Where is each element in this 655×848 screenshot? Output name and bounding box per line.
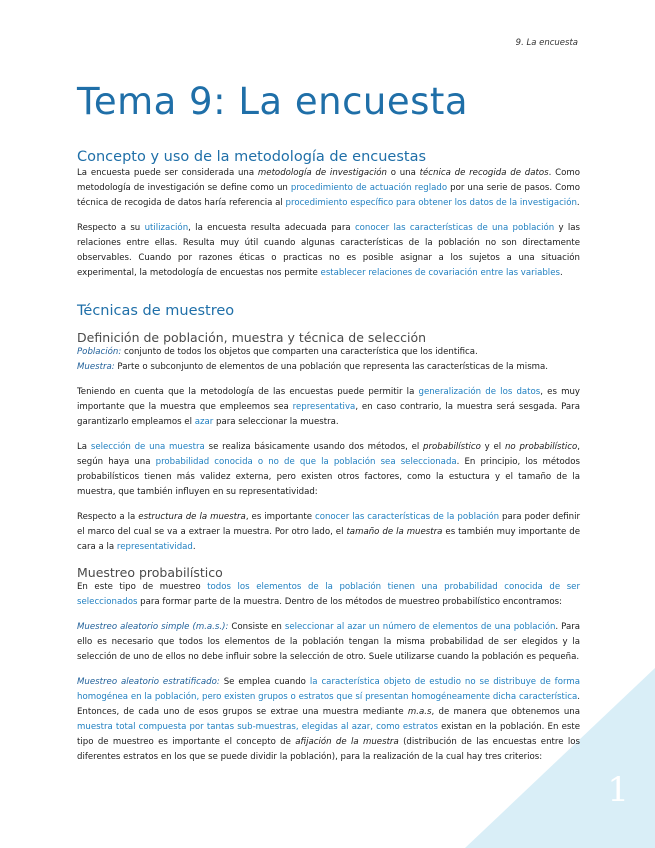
document-title: Tema 9: La encuesta: [77, 80, 469, 123]
paragraph-definition: La encuesta puede ser considerada una metodología de investigación o una técnica de recogida de datos. Como metodología de investigación se define como un procedimiento de actuación reglado por una serie de pasos. Como técnica de recogida de datos haría referencia al procedimiento específico para obtener los datos de la investigación.: [77, 168, 580, 208]
paragraph-representatividad: Teniendo en cuenta que la metodología de las encuestas puede permitir la generalización de los datos, es muy importante que la muestra que empleemos sea representativa, en caso contrario, la muestra será sesgada. Para garantizarlo empleamos el azar para seleccionar la muestra.: [77, 387, 580, 427]
document-body: [77, 80, 580, 765]
paragraph-seleccion: La selección de una muestra se realiza básicamente usando dos métodos, el probabilístico y el no probabilístico, según haya una probabilidad conocida o no de que la población sea seleccionada. En principio, los métodos probabilísticos tienen más validez externa, pero existen otros factores, como la estuctura y el tamaño de la muestra, que también influyen en su representatividad:: [77, 442, 580, 497]
paragraph-utilization: Respecto a su utilización, la encuesta resulta adecuada para conocer las características de una población y las relaciones entre ellas. Resulta muy útil cuando algunas características de la población no son directamente observables. Cuando por razones éticas o practicas no es posible asignar a los sujetos a una situación experimental, la metodología de encuestas nos permite establecer relaciones de covariación entre las variables.: [77, 223, 580, 278]
subheading-definicion: Definición de población, muestra y técnica de selección: [77, 330, 427, 345]
subheading-probabilistico: Muestreo probabilístico: [77, 565, 223, 580]
paragraph-muestra: Muestra: Parte o subconjunto de elementos de una población que representa las características de la misma.: [77, 362, 549, 372]
paragraph-estratificado: Muestreo aleatorio estratificado: Se emplea cuando la característica objeto de estudio no se distribuye de forma homogénea en la población, pero existen grupos o estratos que sí presentan homogéneamente dicha característica. Entonces, de cada uno de esos grupos se extrae una muestra mediante m.a.s, de manera que obtenemos una muestra total compuesta por tantas sub-muestras, elegidas al azar, como estratos existan en la población. En este tipo de muestreo es importante el concepto de afijación de la muestra (distribución de las encuestas entre los diferentes estratos en los que se puede dividir la población), para la realización de la cual hay tres criterios:: [77, 677, 580, 762]
running-header: 9. La encuesta: [515, 38, 578, 48]
section-heading-concepto: Concepto y uso de la metodología de encuestas: [77, 149, 427, 165]
page-number: 1: [607, 770, 629, 810]
paragraph-probabilistico: En este tipo de muestreo todos los elementos de la población tienen una probabilidad conocida de ser seleccionados para formar parte de la muestra. Dentro de los métodos de muestreo probabilístico encontramos:: [77, 582, 580, 607]
paragraph-poblacion: Población: conjunto de todos los objetos que comparten una característica que los identifica.: [77, 347, 478, 357]
paragraph-mas: Muestreo aleatorio simple (m.a.s.): Consiste en seleccionar al azar un número de elementos de una población. Para ello es necesario que todos los elementos de la población tengan la misma probabilidad de ser elegidos y la selección de uno de ellos no debe influir sobre la selección de otro. Suele utilizarse cuando la población es pequeña.: [77, 622, 581, 662]
section-heading-muestreo: Técnicas de muestreo: [77, 303, 235, 319]
paragraph-estructura: Respecto a la estructura de la muestra, es importante conocer las características de la población para poder definir el marco del cual se va a extraer la muestra. Por otro lado, el tamaño de la muestra es también muy importante de cara a la representatividad.: [77, 512, 581, 552]
